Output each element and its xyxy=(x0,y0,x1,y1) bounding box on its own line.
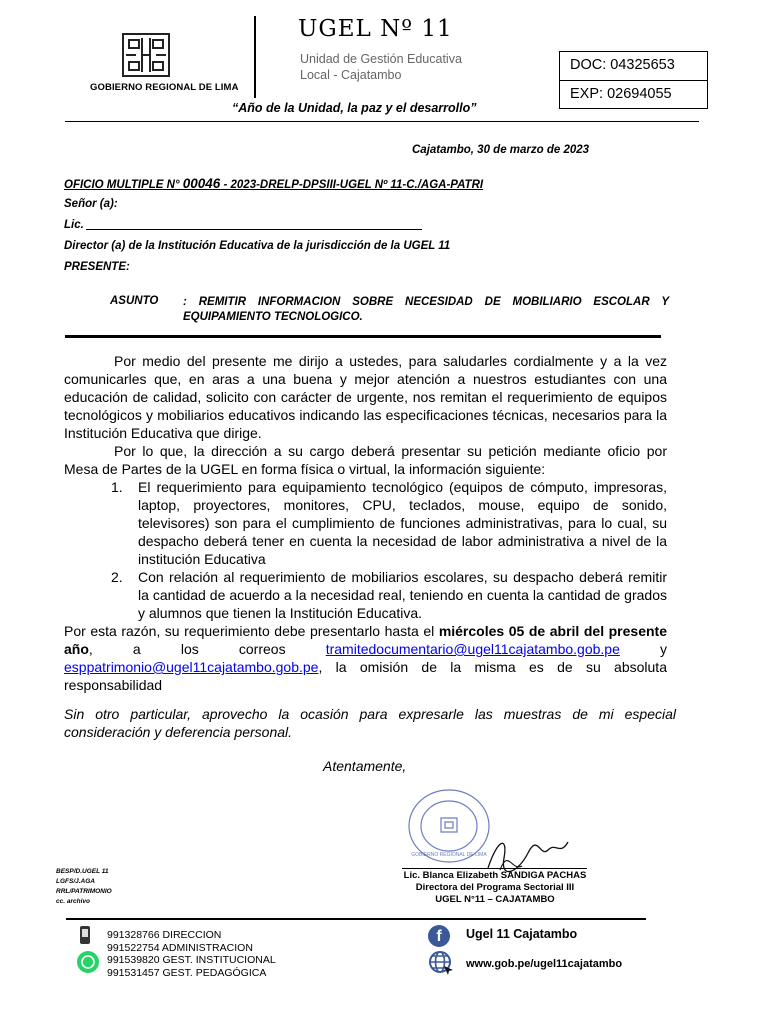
paragraph-2: Por lo que, la dirección a su cargo deberá presentar su petición mediante oficio por Mesa de Partes de la UGEL en forma física o virtual, la información siguiente: xyxy=(64,443,667,477)
list-number: 2. xyxy=(111,569,123,585)
regional-government-logo xyxy=(120,30,172,80)
subject-label: ASUNTO xyxy=(110,295,159,307)
whatsapp-icon xyxy=(76,950,100,974)
signer-role: Directora del Programa Sectorial III xyxy=(415,882,575,893)
oficio-number: 00046 xyxy=(182,176,221,191)
phone-administracion: 991522754 ADMINISTRACION xyxy=(107,941,253,954)
presente-label: PRESENTE: xyxy=(64,261,130,273)
signer-name: Lic. Blanca Elizabeth SANDIGA PACHAS xyxy=(403,870,587,881)
p3-start: Por esta razón, su requerimiento debe presentarlo hasta el xyxy=(64,623,439,639)
footer-rule xyxy=(66,918,646,920)
government-label: GOBIERNO REGIONAL DE LIMA xyxy=(90,82,239,93)
list-item xyxy=(64,478,667,568)
paragraph-3 xyxy=(64,622,667,694)
website-url[interactable]: www.gob.pe/ugel11cajatambo xyxy=(466,958,623,970)
stamp-text: GOBIERNO REGIONAL DE LIMA xyxy=(411,852,487,858)
doc-number: DOC: 04325653 xyxy=(570,57,675,73)
lic-blank-line xyxy=(86,229,422,230)
ref-line: BESP/D.UGEL 11 xyxy=(56,868,109,875)
phone-gestion-pedagogica: 991531457 GEST. PEDAGÓGICA xyxy=(107,966,267,979)
oficio-suffix: - 2023-DRELP-DPSIII-UGEL Nº 11-C./AGA-PATRI xyxy=(220,179,484,191)
header-divider xyxy=(254,16,256,98)
mobile-phone-icon xyxy=(78,925,92,945)
globe-cursor-icon xyxy=(427,949,455,977)
subject-text: : REMITIR INFORMACION SOBRE NECESIDAD DE MOBILIARIO ESCOLAR Y EQUIPAMIENTO TECNOLOGICO. xyxy=(183,296,669,323)
lic-label: Lic. xyxy=(64,219,84,231)
contact-phones xyxy=(107,929,276,979)
list-item xyxy=(64,568,667,622)
exp-number: EXP: 02694055 xyxy=(570,86,672,102)
ref-line: LGFS/J.AGA xyxy=(56,878,96,885)
closing-paragraph: Sin otro particular, aprovecho la ocasión para expresarle las muestras de mi especial consideración y deferencia personal. xyxy=(64,706,676,740)
email-link-tramite[interactable]: tramitedocumentario@ugel11cajatambo.gob.pe xyxy=(325,641,620,657)
letter-date: Cajatambo, 30 de marzo de 2023 xyxy=(412,144,590,156)
facebook-icon: f xyxy=(428,925,450,947)
atentamente: Atentamente, xyxy=(323,758,407,774)
document-reference-box xyxy=(559,51,708,109)
header-rule xyxy=(65,121,699,122)
facebook-page: Ugel 11 Cajatambo xyxy=(466,927,578,941)
signer-org: UGEL N°11 – CAJATAMBO xyxy=(435,894,555,905)
ugel-subtitle-line1: Unidad de Gestión Educativa xyxy=(300,52,462,66)
list-number: 1. xyxy=(111,479,123,495)
subject-rule xyxy=(65,335,661,338)
phone-direccion: 991328766 DIRECCION xyxy=(107,929,222,941)
ref-line: cc. archivo xyxy=(56,898,90,905)
signature-line xyxy=(402,868,587,869)
p3-mid: , a los correos xyxy=(88,641,326,657)
p3-end: , la omisión de la misma es de su absoluta responsabilidad xyxy=(64,659,667,693)
oficio-prefix: OFICIO MULTIPLE N° xyxy=(64,179,183,191)
oficio-reference xyxy=(64,176,483,191)
ref-line: RRL/PATRIMONIO xyxy=(56,888,112,895)
signer-block xyxy=(400,870,590,906)
year-motto: “Año de la Unidad, la paz y el desarrollo” xyxy=(232,101,477,115)
p3-and: y xyxy=(619,641,667,657)
phone-gestion-institucional: 991539820 GEST. INSTITUCIONAL xyxy=(107,954,276,966)
reference-initials xyxy=(56,867,112,907)
list-text: Con relación al requerimiento de mobiliarios escolares, su despacho deberá remitir la cantidad de acuerdo a la necesidad real, teniendo en cuenta la cantidad de grados y alumnos que tienen la Institución Educativa. xyxy=(138,569,667,621)
ugel-subtitle xyxy=(300,51,462,83)
paragraph-1: Por medio del presente me dirijo a ustedes, para saludarles cordialmente y a la vez comunicarles que, en aras a una buena y mejor atención a nuestros estudiantes con una educación de calidad, solicito con carácter de urgente, nos remitan el requerimiento de equipos tecnológicos y mobiliarios educativos indicando las especificaciones técnicas, necesarios para la Institución Educativa que dirige. xyxy=(64,353,667,441)
ugel-title: UGEL Nº 11 xyxy=(298,16,453,42)
recipient-title: Director (a) de la Institución Educativa de la jurisdicción de la UGEL 11 xyxy=(64,240,451,252)
salutation: Señor (a): xyxy=(64,198,118,210)
deadline: miércoles 05 de abril del presente año xyxy=(64,623,667,657)
list-text: El requerimiento para equipamiento tecnológico (equipos de cómputo, impresoras, laptop, proyectores, monitores, CPU, teclados, mouse, equipo de sonido, televisores) son para el cumplimiento de funciones administrativas, para lo cual, su despacho deberá tener en cuenta la necesidad de labor administrativa a nivel de la institución Educativa xyxy=(138,479,667,567)
letter-body xyxy=(64,352,667,694)
ugel-subtitle-line2: Local - Cajatambo xyxy=(300,68,402,82)
email-link-patrimonio[interactable]: esppatrimonio@ugel11cajatambo.gob.pe xyxy=(64,659,319,675)
